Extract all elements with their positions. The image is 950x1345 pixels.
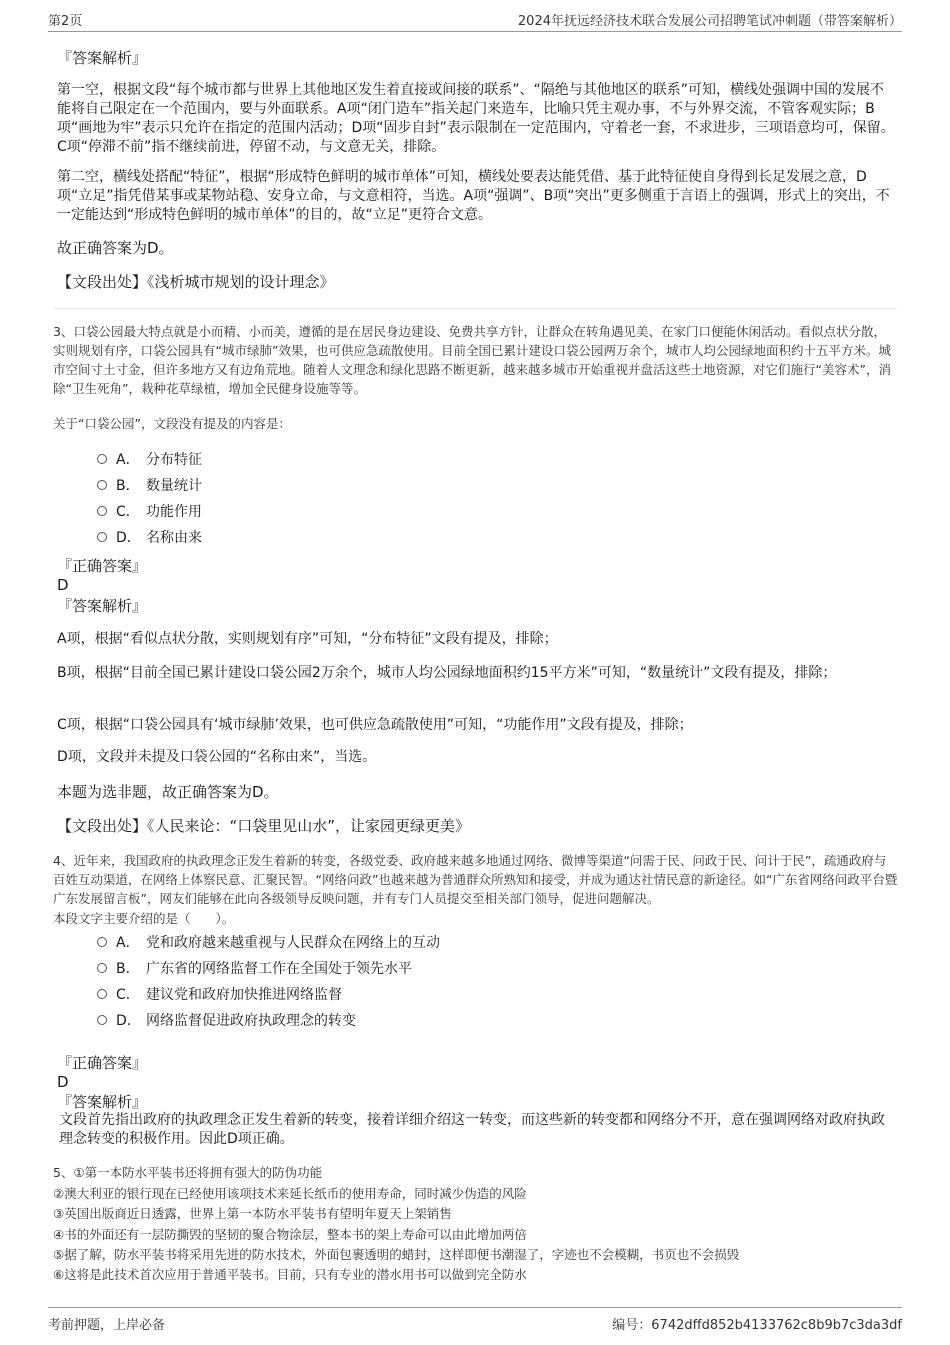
q2-analysis-p2: 第二空，横线处搭配“特征”，根据“形成特色鲜明的城市单体”可知，横线处要表达能凭借、基于此特征使自身得到长足发展之意，D项“立足”指凭借某事或某物站稳、安身立命，与文意相符，当选。A项“强调”、B项“突出”更多侧重于言语上的强调，形式上的突出，不一定能达到“形成特色鲜明的城市单体”的目的，故“立足”更符合文意。	[57, 169, 890, 223]
q2-conclusion: 故正确答案为D。	[57, 239, 174, 257]
q3-analysis-label: 『答案解析』	[57, 597, 148, 615]
q3-analysis-a: A项，根据“看似点状分散，实则规划有序”可知，“分布特征”文段有提及，排除；	[57, 631, 558, 647]
q4-answer: D	[57, 1073, 69, 1091]
q3-question: 关于“口袋公园”，文段没有提及的内容是：	[53, 416, 291, 431]
q3-answer: D	[57, 576, 69, 594]
q4-stem: 4、近年来，我国政府的执政理念正发生着新的转变，各级党委、政府越来越多地通过网络、微博等渠道“问需于民、问政于民、问计于民”，疏通政府与百姓互动渠道，在网络上体察民意、汇聚民智。“网络问政”也越来越为普通群众所熟知和接受，并成为通达社情民意的新途径。如“广东省网络问政平台暨广东发展留言板”，网友们能够在此向各级领导反映问题，并有专门人员提交至相关部门领导，促进问题解决。	[53, 853, 898, 906]
q4-option-c[interactable]: C． 建议党和政府加快推进网络监督	[97, 985, 342, 1005]
radio-icon[interactable]	[97, 963, 107, 973]
q3-analysis-b: B项，根据“目前全国已累计建设口袋公园2万余个，城市人均公园绿地面积约15平方米”可知，“数量统计”文段有提及，排除；	[57, 665, 837, 681]
q3-stem: 3、口袋公园最大特点就是小而精、小而美，遵循的是在居民身边建设、免费共享方针，让群众在转角遇见美、在家门口便能休闲活动。看似点状分散，实则规划有序，口袋公园具有“城市绿肺”效果，也可供应急疏散使用。目前全国已累计建设口袋公园两万余个，城市人均公园绿地面积约十五平方米。城市空间寸土寸金，但许多地方又有边角荒地。随着人文理念和绿化思路不断更新，越来越多城市开始重视并盘活这些土地资源，对它们施行“美容术”，消除“卫生死角”，栽种花草绿植，增加全民健身设施等等。	[53, 324, 891, 396]
section-divider	[53, 308, 897, 309]
q2-source: 【文段出处】《浅析城市规划的设计理念》	[57, 273, 335, 291]
radio-icon[interactable]	[97, 506, 107, 516]
q3-conclusion: 本题为选非题，故正确答案为D。	[57, 783, 279, 801]
q5-line-1: 5、①第一本防水平装书还将拥有强大的防伪功能	[53, 1165, 323, 1180]
q3-option-d[interactable]: D． 名称由来	[97, 528, 202, 548]
radio-icon[interactable]	[97, 937, 107, 947]
q3-option-c[interactable]: C． 功能作用	[97, 502, 202, 522]
q5-line-5: ⑤据了解，防水平装书将采用先进的防水技术，外面包裹透明的蜡封，这样即便书潮湿了，字迹也不会模糊，书页也不会损毁	[53, 1247, 740, 1262]
q3-analysis-c: C项，根据“口袋公园具有‘城市绿肺’效果，也可供应急疏散使用”可知，“功能作用”文段有提及，排除；	[57, 717, 693, 733]
q5-line-2: ②澳大利亚的银行现在已经使用该项技术来延长纸币的使用寿命，同时减少伪造的风险	[53, 1186, 527, 1201]
radio-icon[interactable]	[97, 1015, 107, 1025]
q3-option-b[interactable]: B． 数量统计	[97, 476, 202, 496]
radio-icon[interactable]	[97, 454, 107, 464]
document-id: 编号：6742dffd852b4133762c8b9b7c3da3df	[612, 1318, 902, 1333]
q4-option-b[interactable]: B． 广东省的网络监督工作在全国处于领先水平	[97, 959, 412, 979]
q3-source: 【文段出处】《人民来论：“口袋里见山水”，让家园更绿更美》	[57, 817, 471, 835]
footer-divider	[48, 1307, 902, 1308]
q5-line-6: ⑥这将是此技术首次应用于普通平装书。目前，只有专业的潜水用书可以做到完全防水	[53, 1267, 527, 1282]
q4-option-a[interactable]: A． 党和政府越来越重视与人民群众在网络上的互动	[97, 933, 440, 953]
radio-icon[interactable]	[97, 532, 107, 542]
q5-line-3: ③英国出版商近日透露，世界上第一本防水平装书有望明年夏天上架销售	[53, 1206, 452, 1221]
document-title: 2024年抚远经济技术联合发展公司招聘笔试冲刺题（带答案解析）	[517, 14, 902, 29]
header-divider	[48, 31, 902, 32]
q3-analysis-d: D项，文段并未提及口袋公园的“名称由来”，当选。	[57, 749, 377, 765]
q2-analysis-p1: 第一空，根据文段“每个城市都与世界上其他地区发生着直接或间接的联系”、“隔绝与其他地区的联系”可知，横线处强调中国的发展不能将自己限定在一个范围内，要与外面联系。A项“闭门造车”指关起门来造车，比喻只凭主观办事，不与外界交流，不管客观实际；B项“画地为牢”表示只允许在指定的范围内活动；D项“固步自封”表示限制在一定范围内，守着老一套，不求进步，三项语意均可，保留。C项“停滞不前”指不继续前进，停留不动，与文意无关，排除。	[57, 82, 895, 155]
q4-option-d[interactable]: D． 网络监督促进政府执政理念的转变	[97, 1011, 356, 1031]
q4-question: 本段文字主要介绍的是（ ）。	[53, 911, 235, 926]
page-number: 第2页	[48, 14, 83, 29]
radio-icon[interactable]	[97, 480, 107, 490]
footer-slogan: 考前押题，上岸必备	[48, 1318, 166, 1333]
q3-option-a[interactable]: A． 分布特征	[97, 450, 202, 470]
q5-line-4: ④书的外面还有一层防撕毁的坚韧的聚合物涂层，整本书的架上寿命可以由此增加两倍	[53, 1227, 527, 1242]
q4-analysis: 文段首先指出政府的执政理念正发生着新的转变，接着详细介绍这一转变，而这些新的转变都和网络分不开，意在强调网络对政府执政理念转变的积极作用。因此D项正确。	[59, 1112, 885, 1147]
q4-analysis-label: 『答案解析』	[57, 1093, 148, 1111]
q3-answer-label: 『正确答案』	[57, 557, 148, 575]
q2-analysis-label: 『答案解析』	[57, 49, 148, 67]
radio-icon[interactable]	[97, 989, 107, 999]
q4-answer-label: 『正确答案』	[57, 1054, 148, 1072]
